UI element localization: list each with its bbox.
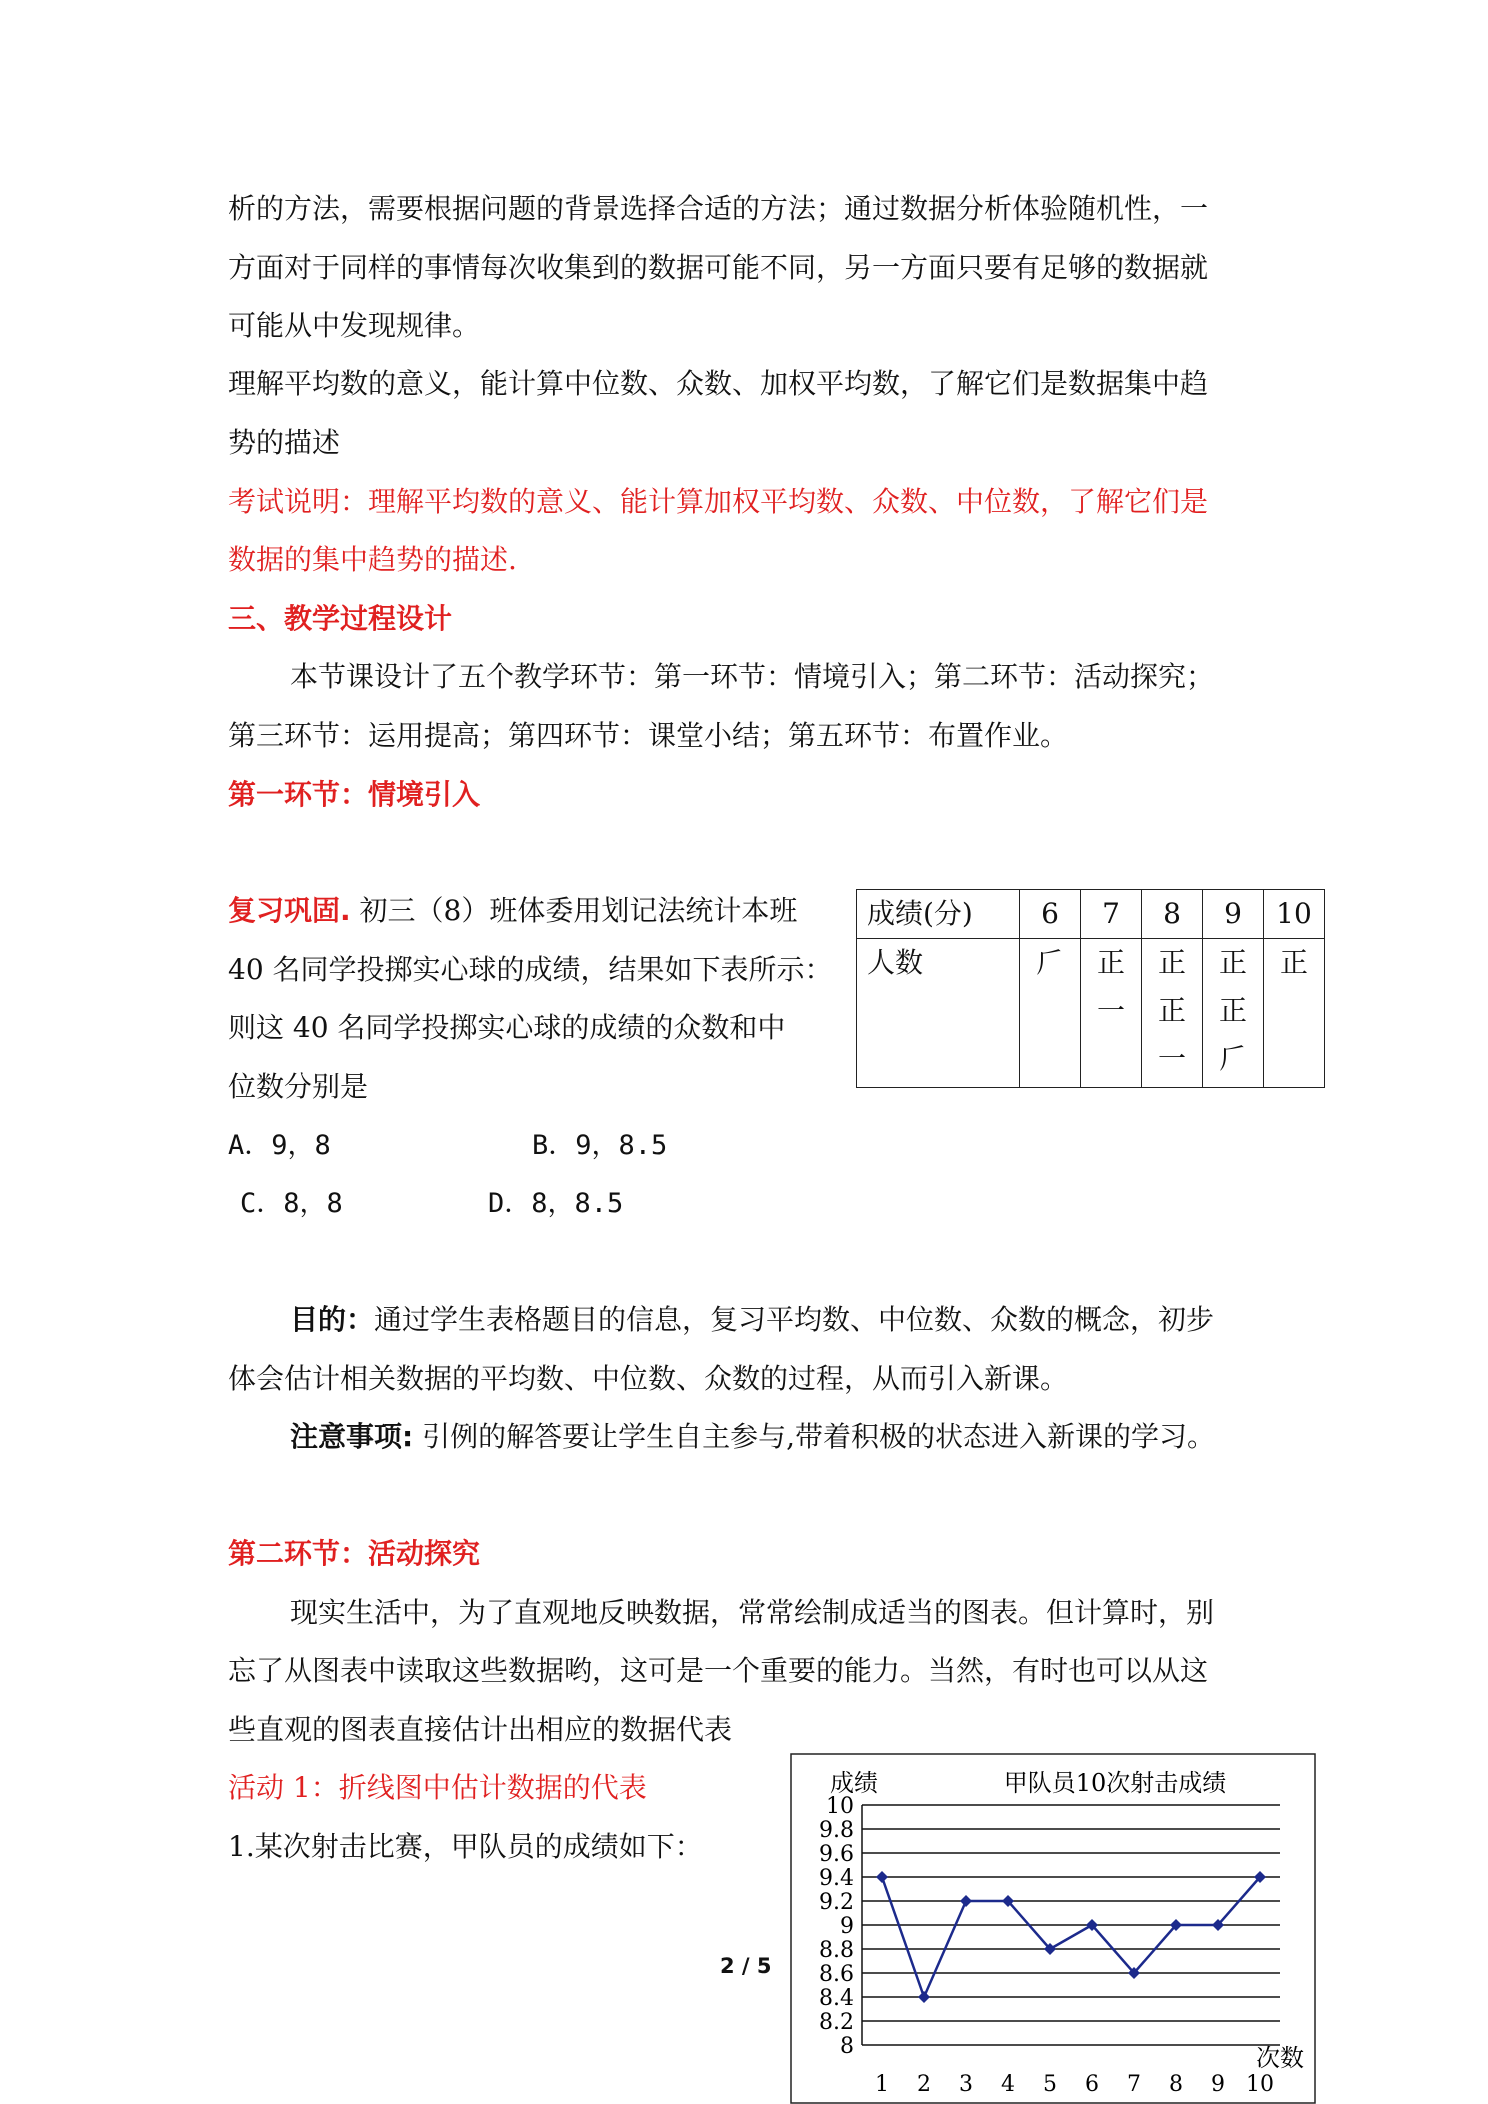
- exam-description-line: 考试说明：理解平均数的意义、能计算加权平均数、众数、中位数，了解它们是: [228, 485, 1209, 518]
- y-tick-label: 8.6: [819, 1962, 854, 1987]
- paragraph-line: 第三环节：运用提高；第四环节：课堂小结；第五环节：布置作业。: [228, 719, 1069, 752]
- purpose-label: 目的：: [290, 1303, 375, 1336]
- tally-mark: 正: [1157, 946, 1186, 979]
- purpose-text: 通过学生表格题目的信息，复习平均数、中位数、众数的概念，初步: [374, 1303, 1215, 1336]
- y-tick-label: 8: [840, 2034, 854, 2059]
- y-tick-label: 8.2: [819, 2010, 854, 2035]
- activity-heading: 活动 1：折线图中估计数据的代表: [228, 1771, 647, 1804]
- note-text: 引例的解答要让学生自主参与,带着积极的状态进入新课的学习。: [413, 1420, 1216, 1453]
- table-score-cell: 9: [1203, 890, 1264, 939]
- paragraph-line: 理解平均数的意义，能计算中位数、众数、加权平均数，了解它们是数据集中趋: [228, 367, 1209, 400]
- table-tally-cell: [1142, 939, 1203, 1088]
- option-c: C．8，8: [240, 1188, 343, 1219]
- y-tick-label: 8.8: [819, 1938, 854, 1963]
- tally-mark: 一: [1157, 1042, 1186, 1075]
- tally-mark: 正: [1218, 994, 1247, 1027]
- y-tick-label: 8.4: [819, 1986, 854, 2011]
- table-tally-cell: [1081, 939, 1142, 1088]
- option-d: D．8，8.5: [488, 1188, 624, 1219]
- tally-mark: 正: [1279, 946, 1308, 979]
- table-row-label: 人数: [857, 939, 1020, 1088]
- review-text: 初三（8）班体委用划记法统计本班: [350, 894, 798, 927]
- stage-heading: 第二环节：活动探究: [228, 1537, 481, 1570]
- table-score-cell: 10: [1264, 890, 1325, 939]
- review-line: [228, 891, 797, 931]
- table-tally-cell: [1264, 939, 1325, 1088]
- paragraph-line: 析的方法，需要根据问题的背景选择合适的方法；通过数据分析体验随机性，一: [228, 192, 1209, 225]
- score-tally-table: [856, 889, 1325, 1088]
- tally-mark: 一: [1096, 994, 1125, 1027]
- y-tick-label: 10: [826, 1794, 854, 1819]
- note-line: [290, 1417, 1215, 1457]
- chart-border: [791, 1754, 1315, 2103]
- tally-mark: 𠂆: [1035, 946, 1064, 979]
- y-tick-label: 9: [840, 1914, 854, 1939]
- chart-ylabel: 成绩: [830, 1769, 878, 1797]
- stage-heading: 第一环节：情境引入: [228, 778, 481, 811]
- paragraph-line: 可能从中发现规律。: [228, 309, 481, 342]
- review-label: 复习巩固.: [228, 894, 351, 927]
- paragraph-line: 忘了从图表中读取这些数据哟，这可是一个重要的能力。当然，有时也可以从这: [228, 1654, 1209, 1687]
- x-tick-label: 8: [1169, 2072, 1183, 2097]
- paragraph-line: 现实生活中，为了直观地反映数据，常常绘制成适当的图表。但计算时，别: [290, 1596, 1215, 1629]
- table-header-cell: 成绩(分): [857, 890, 1020, 939]
- table-score-cell: 7: [1081, 890, 1142, 939]
- table-tally-cell: [1203, 939, 1264, 1088]
- question-line: 1.某次射击比赛，甲队员的成绩如下：: [228, 1830, 703, 1863]
- paragraph-line: 些直观的图表直接估计出相应的数据代表: [228, 1713, 733, 1746]
- paragraph-line: 体会估计相关数据的平均数、中位数、众数的过程，从而引入新课。: [228, 1362, 1069, 1395]
- review-line: 则这 40 名同学投掷实心球的成绩的众数和中: [228, 1011, 786, 1044]
- x-tick-label: 10: [1246, 2072, 1274, 2097]
- y-tick-label: 9.6: [819, 1842, 854, 1867]
- table-header-row: [857, 890, 1325, 939]
- x-tick-label: 1: [875, 2072, 889, 2097]
- tally-mark: 正: [1157, 994, 1186, 1027]
- review-line: 位数分别是: [228, 1070, 369, 1103]
- x-tick-label: 7: [1127, 2072, 1141, 2097]
- y-tick-label: 9.4: [819, 1866, 854, 1891]
- x-tick-label: 3: [959, 2072, 973, 2097]
- paragraph-line: 方面对于同样的事情每次收集到的数据可能不同，另一方面只要有足够的数据就: [228, 251, 1209, 284]
- x-tick-label: 6: [1085, 2072, 1099, 2097]
- tally-mark: 正: [1218, 946, 1247, 979]
- x-tick-label: 2: [917, 2072, 931, 2097]
- paragraph-line: 势的描述: [228, 426, 341, 459]
- paragraph-line: 本节课设计了五个教学环节：第一环节：情境引入；第二环节：活动探究；: [290, 660, 1215, 693]
- chart-title: 甲队员10次射击成绩: [1003, 1769, 1227, 1797]
- table-row: [857, 939, 1325, 1088]
- option-b: B．9，8.5: [532, 1130, 668, 1161]
- y-tick-label: 9.8: [819, 1818, 854, 1843]
- table-score-cell: 8: [1142, 890, 1203, 939]
- purpose-line: [290, 1300, 1214, 1340]
- shooting-score-line-chart: [790, 1753, 1316, 2104]
- note-label: 注意事项:: [290, 1420, 414, 1453]
- review-line: 40 名同学投掷实心球的成绩，结果如下表所示：: [228, 953, 833, 986]
- page-number: 2 / 5: [720, 1954, 772, 1978]
- table-score-cell: 6: [1020, 890, 1081, 939]
- x-tick-label: 4: [1001, 2072, 1015, 2097]
- exam-description-line: 数据的集中趋势的描述.: [228, 543, 517, 576]
- x-tick-label: 9: [1211, 2072, 1225, 2097]
- x-tick-label: 5: [1043, 2072, 1057, 2097]
- tally-mark: 𠂆: [1218, 1042, 1247, 1075]
- chart-xlabel: 次数: [1256, 2044, 1304, 2072]
- section-heading: 三、教学过程设计: [228, 602, 453, 635]
- option-a: A．9，8: [228, 1130, 331, 1161]
- table-tally-cell: [1020, 939, 1081, 1088]
- tally-mark: 正: [1096, 946, 1125, 979]
- y-tick-label: 9.2: [819, 1890, 854, 1915]
